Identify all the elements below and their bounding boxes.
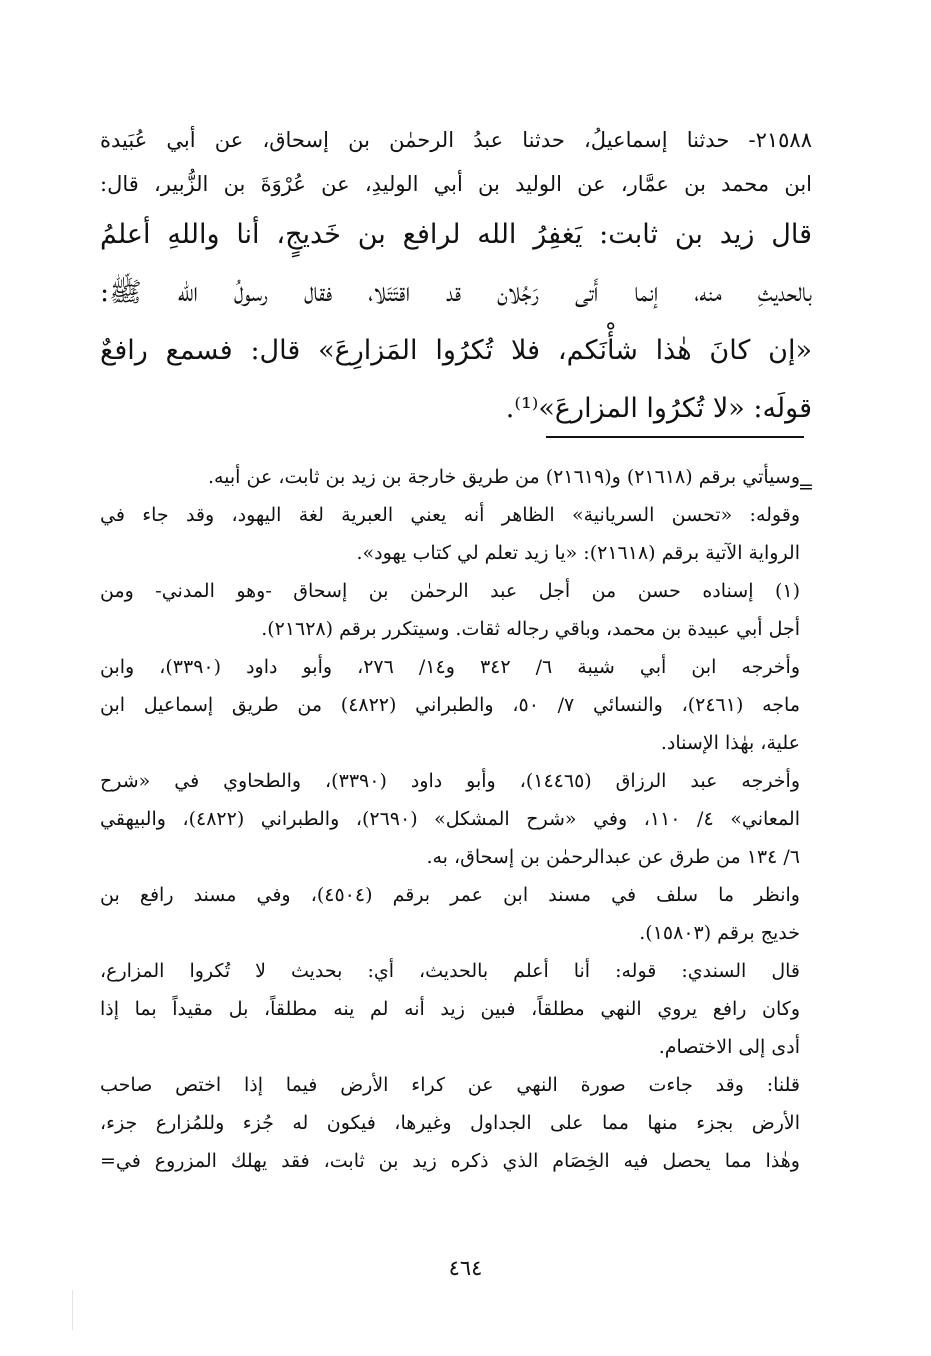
isnad-line-1: ٢١٥٨٨- حدثنا إسماعيلُ، حدثنا عبدُ الرحمٰن بن إسحاق، عن أبي عُبَيدة	[100, 128, 812, 152]
footnote-line: وأخرجه عبد الرزاق (١٤٤٦٥)، وأبو داود (٣٣٩٠)، والطحاوي في «شرح	[100, 770, 801, 792]
scan-margin-mark	[72, 1290, 73, 1330]
footnote-divider	[546, 436, 804, 438]
footnote-line: وقوله: «تحسن السريانية» الظاهر أنه يعني العبرية لغة اليهود، وقد جاء في	[100, 504, 800, 526]
footnote-line: قال السندي: قوله: أنا أعلم بالحديث، أي: بحديث لا تُكروا المزارع،	[100, 960, 800, 982]
isnad-line-2: ابن محمد بن عمَّار، عن الوليد بن أبي الوليدِ، عن عُرْوَةَ بن الزُّبير، قال:	[100, 172, 812, 196]
footnote-line: وانظر ما سلف في مسند ابن عمر برقم (٤٥٠٤)، وفي مسند رافع بن	[100, 884, 800, 906]
matn-line-3: «إن كانَ هٰذا شأْنَكم، فلا تُكرُوا المَزارِعَ» قال: فسمع رافعٌ	[100, 335, 812, 366]
footnote-continuation-mark: =	[798, 476, 814, 498]
footnote-line: الأرض بجزء منها مما على الجداول وغيرها، فيكون له جُزء وللمُزارع جزء،	[100, 1112, 800, 1134]
footnote-line: ماجه (٢٤٦١)، والنسائي ٧/ ٥٠، والطبراني (٤٨٢٢) من طريق إسماعيل ابن	[100, 694, 800, 716]
footnote-line: وهٰذا مما يحصل فيه الخِصَام الذي ذكره زيد بن ثابت، فقد يهلك المزروع في=	[100, 1150, 800, 1172]
footnote-line: وأخرجه ابن أبي شيبة ٦/ ٣٤٢ و١٤/ ٢٧٦، وأبو داود (٣٣٩٠)، وابن	[100, 656, 801, 678]
footnote-line: الرواية الآتية برقم (٢١٦١٨): «يا زيد تعلم لي كتاب يهود».	[356, 542, 800, 564]
matn-line-1: قال زيد بن ثابت: يَغفِرُ الله لرافع بن خَديجٍ، أنا واللهِ أعلمُ	[100, 219, 812, 250]
footnote-line: خديج برقم (١٥٨٠٣).	[639, 922, 800, 944]
footnotes	[100, 458, 800, 1180]
footnote-line: قلنا: وقد جاءت صورة النهي عن كراء الأرض فيما إذا اختص صاحب	[100, 1074, 800, 1096]
matn-line-2: بالحديثِ منه، إنما أَتى رَجُلان قد اقتَتَلا، فقال رسولُ الله ﷺ:	[100, 277, 812, 308]
footnote-line: علية، بهٰذا الإسناد.	[660, 732, 800, 754]
matn-line-4: قولَه: «لا تُكرُوا المزارعَ»⁽¹⁾.	[505, 393, 812, 424]
footnote-line: وسيأتي برقم (٢١٦١٨) و(٢١٦١٩) من طريق خارجة بن زيد بن ثابت، عن أبيه.	[207, 466, 800, 488]
footnote-line: أدى إلى الاختصام.	[658, 1036, 800, 1058]
footnote-line: ٦/ ١٣٤ من طرق عن عبدالرحمٰن بن إسحاق، به.	[426, 846, 800, 868]
footnote-line: (١) إسناده حسن من أجل عبد الرحمٰن بن إسحاق -وهو المدني- ومن	[100, 580, 800, 602]
page-number: ٤٦٤	[448, 1256, 483, 1280]
footnote-line: المعاني» ٤/ ١١٠، وفي «شرح المشكل» (٢٦٩٠)، والطبراني (٤٨٢٢)، والبيهقي	[100, 808, 800, 830]
footnote-line: أجل أبي عبيدة بن محمد، وباقي رجاله ثقات. وسيتكرر برقم (٢١٦٢٨).	[261, 618, 800, 640]
footnote-line: وكان رافع يروي النهي مطلقاً، فبين زيد أنه لم ينه مطلقاً، بل مقيداً بما إذا	[100, 998, 800, 1020]
hadith-text	[100, 118, 812, 438]
